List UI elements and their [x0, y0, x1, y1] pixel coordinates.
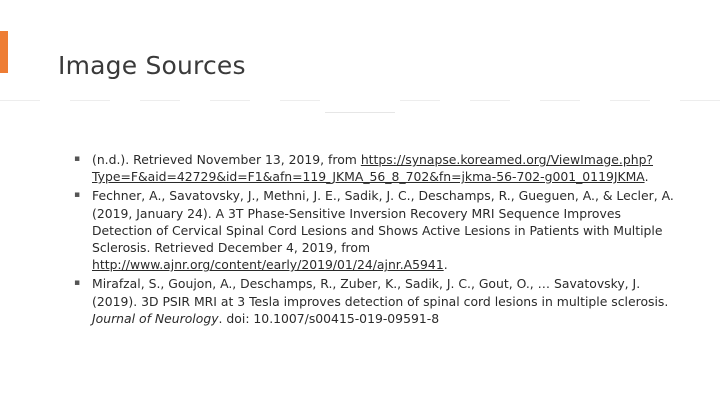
reference-item: [74, 151, 674, 185]
slide-title: Image Sources: [58, 50, 246, 80]
reference-link[interactable]: https://synapse.koreamed.org/ViewImage.php?Type=F&aid=42729&id=F1&afn=119_JKMA_56_8_702&fn=jkma-56-702-g001_0119JKMA: [92, 152, 654, 185]
reference-item: [74, 275, 674, 327]
reference-item: [74, 187, 674, 273]
reference-list: [74, 151, 674, 329]
reference-link[interactable]: http://www.ajnr.org/content/early/2019/01/24/ajnr.A5941: [92, 257, 444, 273]
reference-text-end: .: [644, 169, 649, 185]
reference-doi: . doi: 10.1007/s00415-019-09591-8: [218, 310, 440, 326]
reference-text: (n.d.). Retrieved November 13, 2019, from: [92, 152, 361, 167]
bullet-icon: ▪: [74, 278, 81, 289]
reference-text: Fechner, A., Savatovsky, J., Methni, J. E., Sadik, J. C., Deschamps, R., Gueguen, A., & Lecler, A. (2019, January 24). A 3T Phase-Sensitive Inversion Recovery MRI Sequence Improves Detection of Cervical Spinal Cord Lesions and Shows Active Lesions in Patients with Multiple Sclerosis. Retrieved December 4, 2019, from: [92, 188, 674, 256]
bullet-icon: ▪: [74, 190, 81, 201]
reference-text-end: .: [443, 257, 448, 273]
title-divider: [0, 100, 720, 103]
bullet-icon: ▪: [74, 154, 81, 164]
title-accent-bar: [0, 31, 8, 73]
reference-text: Mirafzal, S., Goujon, A., Deschamps, R., Zuber, K., Sadik, J. C., Gout, O., … Savatovsky, J. (2019). 3D PSIR MRI at 3 Tesla improves detection of spinal cord lesions in multiple sclerosis.: [92, 276, 669, 309]
journal-name: Journal of Neurology: [92, 310, 219, 326]
